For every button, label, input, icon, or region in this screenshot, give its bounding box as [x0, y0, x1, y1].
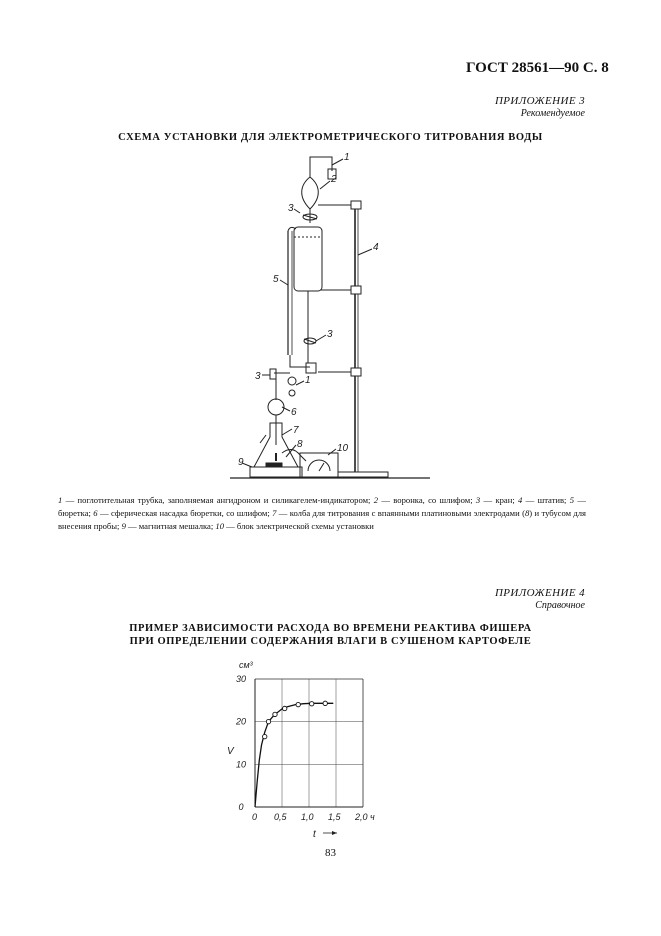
leader-3b [316, 335, 326, 341]
appendix-3-label: ПРИЛОЖЕНИЕ 3 [494, 95, 585, 107]
stopcock-middle-key [304, 339, 316, 343]
clamp-top [351, 201, 361, 209]
burette-clamp-joint [306, 363, 316, 373]
burette-joint [290, 355, 310, 367]
appendix-4-title-line-2: ПРИ ОПРЕДЕЛЕНИИ СОДЕРЖАНИЯ ВЛАГИ В СУШЕНОМ КАРТОФЕЛЕ [129, 636, 532, 647]
x-axis-label: t [313, 829, 316, 840]
callout-9: 9 [238, 457, 244, 468]
clamp-bottom [351, 368, 361, 376]
stir-bar [266, 463, 282, 466]
titration-apparatus-diagram [230, 145, 440, 485]
leader-1 [332, 159, 343, 165]
apparatus-legend [58, 494, 586, 533]
leader-1b [296, 381, 304, 385]
legend-text-5: — бюретка; [58, 495, 586, 518]
callout-2: 2 [331, 174, 337, 185]
x-tick-label-4: 2,0 ч [355, 812, 375, 822]
small-absorber [288, 377, 296, 385]
meter-dial [308, 460, 330, 471]
small-absorber-lower [289, 390, 295, 396]
legend-num-9: 9 [121, 521, 126, 531]
flask-sample-port [260, 435, 266, 443]
x-tick-label-3: 1,5 [328, 812, 341, 822]
legend-text-1: — поглотительная трубка, заполняемая ангидроном и силикагелем-индикатором; [62, 495, 374, 505]
legend-num-8: 8 [524, 508, 530, 518]
spherical-nozzle [268, 399, 284, 415]
y-tick-label-1: 10 [235, 759, 247, 770]
x-axis-arrowhead [332, 831, 337, 835]
appendix-3-title: СХЕМА УСТАНОВКИ ДЛЯ ЭЛЕКТРОМЕТРИЧЕСКОГО ТИТРОВАНИЯ ВОДЫ [118, 132, 543, 143]
legend-num-2: 2 [373, 495, 379, 505]
data-point-0 [263, 734, 267, 738]
separatory-funnel [302, 177, 319, 209]
legend-text-7: — колба для титрования с впаянными платиновыми электродами ( [276, 508, 525, 518]
absorption-tube [310, 157, 332, 177]
data-point-5 [310, 702, 314, 706]
stopcock-side [270, 369, 276, 379]
page-number: 83 [325, 847, 336, 859]
appendix-4-status: Справочное [535, 600, 585, 611]
callout-5: 5 [273, 274, 279, 285]
callout-3c: 3 [255, 371, 261, 382]
callout-10: 10 [337, 443, 349, 454]
clamp-middle [351, 286, 361, 294]
leader-2 [320, 181, 330, 189]
y-tick-label-2: 20 [235, 716, 247, 727]
y-tick-label-3: 30 [235, 674, 247, 684]
appendix-3-status: Рекомендуемое [520, 108, 585, 119]
chart-series [255, 701, 333, 807]
reagent-consumption-chart [215, 655, 415, 840]
appendix-4-title-line-1: ПРИМЕР ЗАВИСИМОСТИ РАСХОДА ВО ВРЕМЕНИ РЕАКТИВА ФИШЕРА [129, 623, 532, 634]
callout-4: 4 [373, 242, 379, 253]
callout-3b: 3 [327, 329, 333, 340]
data-point-6 [323, 701, 327, 705]
legend-num-3: 3 [475, 495, 481, 505]
legend-text-6: — сферическая насадка бюретки, со шлифом; [97, 508, 273, 518]
legend-text-3: — кран; [480, 495, 519, 505]
legend-text-10: — блок электрической схемы установки [224, 521, 374, 531]
callout-1b: 1 [305, 375, 311, 386]
legend-num-7: 7 [272, 508, 277, 518]
magnetic-stirrer [250, 467, 302, 477]
y-unit-label: см³ [239, 660, 253, 670]
document-header: ГОСТ 28561—90 С. 8 [466, 60, 609, 76]
callout-6: 6 [291, 407, 297, 418]
legend-num-10: 10 [215, 521, 225, 531]
legend-text-4: — штатив; [522, 495, 570, 505]
callout-1: 1 [344, 152, 350, 163]
legend-num-1: 1 [58, 495, 63, 505]
data-point-4 [296, 702, 300, 706]
stand-base [338, 472, 388, 477]
x-tick-label-2: 1,0 [301, 812, 314, 822]
legend-num-4: 4 [518, 495, 523, 505]
legend-text-8: ) и тубусом для внесения пробы; [58, 508, 587, 531]
leader-7 [282, 429, 292, 435]
leader-5 [280, 280, 288, 285]
legend-text-9: — магнитная мешалка; [125, 521, 216, 531]
x-tick-label-0: 0 [252, 812, 258, 822]
meter-needle [319, 463, 324, 471]
legend-num-5: 5 [569, 495, 575, 505]
callout-8: 8 [297, 439, 303, 450]
data-point-2 [273, 712, 277, 716]
legend-text-2: — воронка, со шлифом; [378, 495, 476, 505]
data-point-3 [283, 706, 287, 710]
y-tick-label-0: 0 [238, 802, 244, 812]
callout-3: 3 [288, 203, 294, 214]
leader-3 [294, 209, 300, 213]
data-point-1 [266, 719, 270, 723]
appendix-4-label: ПРИЛОЖЕНИЕ 4 [494, 587, 585, 599]
y-axis-label: V [227, 746, 234, 757]
electrical-unit [300, 453, 338, 477]
chart-grid [255, 679, 363, 807]
leader-4 [358, 249, 372, 255]
legend-num-6: 6 [93, 508, 98, 518]
x-tick-label-1: 0,5 [274, 812, 287, 822]
leader-10 [328, 449, 336, 455]
callout-7: 7 [293, 425, 299, 436]
series-line [255, 703, 333, 807]
